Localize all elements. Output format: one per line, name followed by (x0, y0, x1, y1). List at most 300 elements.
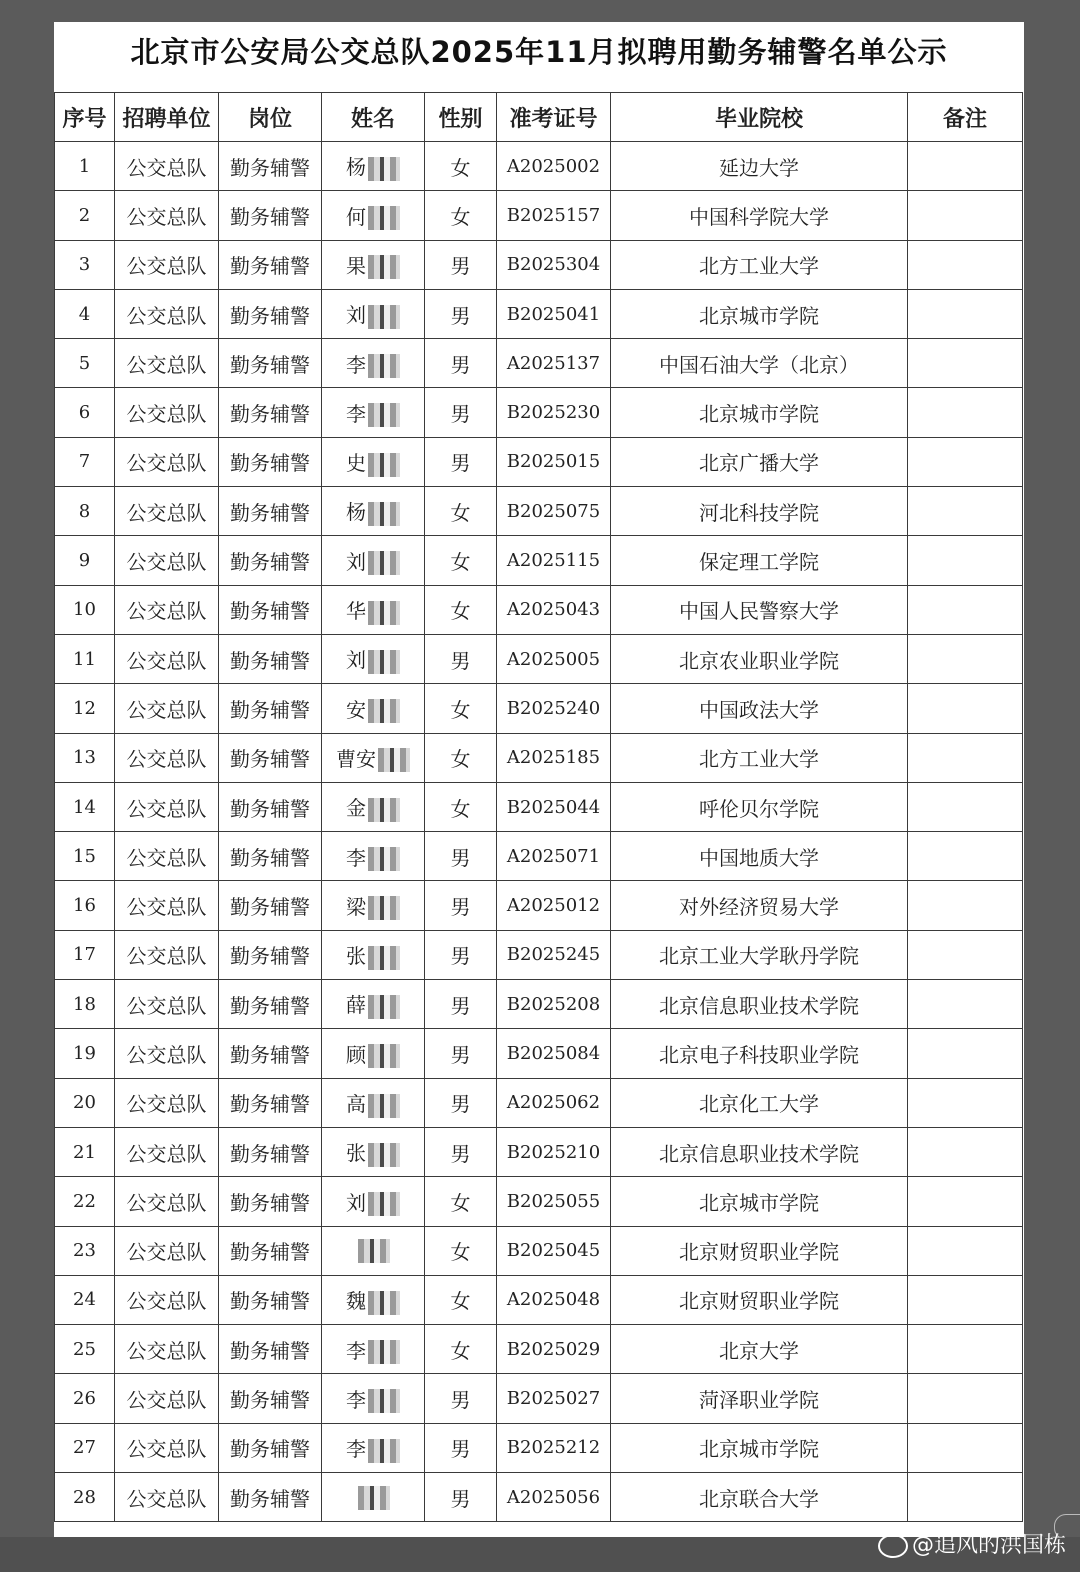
row-no (55, 437, 115, 486)
table-row (55, 1029, 1023, 1078)
row-no (55, 388, 115, 437)
row-ticket (497, 1029, 611, 1078)
table-row (55, 240, 1023, 289)
row-unit (115, 487, 219, 536)
row-ticket-text: B2025029 (506, 1338, 601, 1360)
row-post-text: 勤务辅警 (230, 944, 310, 969)
redaction-mosaic (368, 995, 400, 1019)
row-post-text: 勤务辅警 (230, 204, 310, 229)
row-post (219, 733, 322, 782)
row-gender (425, 289, 497, 338)
row-no-text: 10 (73, 599, 96, 621)
redaction-mosaic (368, 1094, 400, 1118)
row-no-text: 15 (73, 845, 96, 867)
row-post (219, 142, 322, 191)
row-unit-text: 公交总队 (126, 500, 207, 525)
row-name (322, 487, 425, 536)
row-note (908, 142, 1023, 191)
row-note (908, 881, 1023, 930)
row-no-text: 7 (78, 451, 91, 473)
row-ticket-text: A2025012 (506, 895, 601, 917)
row-name-text: 何 (346, 204, 366, 229)
row-no-text: 20 (73, 1092, 96, 1114)
row-no (55, 289, 115, 338)
row-unit-text: 公交总队 (126, 845, 207, 870)
row-unit (115, 1029, 219, 1078)
row-unit (115, 733, 219, 782)
row-school-text: 对外经济贸易大学 (679, 895, 839, 920)
row-post-text: 勤务辅警 (230, 402, 310, 427)
row-school (611, 1473, 908, 1522)
row-name-text: 李 (346, 1437, 366, 1462)
row-name-text: 李 (346, 1387, 366, 1412)
row-no (55, 1029, 115, 1078)
table-row (55, 930, 1023, 979)
row-gender-text: 男 (450, 352, 471, 377)
row-post (219, 487, 322, 536)
row-gender (425, 1325, 497, 1374)
row-ticket (497, 240, 611, 289)
row-name-text: 华 (346, 599, 366, 624)
table-row (55, 733, 1023, 782)
row-post-text: 勤务辅警 (230, 1437, 310, 1462)
row-post-text: 勤务辅警 (230, 303, 310, 328)
row-no-text: 27 (73, 1437, 96, 1459)
table-row (55, 1226, 1023, 1275)
row-school (611, 1374, 908, 1423)
row-name (322, 585, 425, 634)
row-gender (425, 1473, 497, 1522)
row-ticket (497, 536, 611, 585)
weibo-icon (878, 1534, 908, 1558)
row-gender (425, 1127, 497, 1176)
row-no-text: 18 (73, 993, 96, 1015)
row-school-text: 北京农业职业学院 (679, 648, 839, 673)
row-no-text: 21 (73, 1141, 96, 1163)
row-unit (115, 1226, 219, 1275)
row-unit-text: 公交总队 (126, 352, 207, 377)
row-ticket-text: B2025230 (506, 402, 601, 424)
row-unit (115, 634, 219, 683)
row-school (611, 1226, 908, 1275)
row-ticket-text: B2025041 (506, 303, 601, 325)
row-unit-text: 公交总队 (126, 796, 207, 821)
row-ticket (497, 339, 611, 388)
row-no-text: 13 (73, 747, 96, 769)
row-no (55, 1423, 115, 1472)
row-post-text: 勤务辅警 (230, 796, 310, 821)
row-ticket-text: B2025212 (506, 1437, 601, 1459)
row-ticket (497, 733, 611, 782)
row-school-text: 中国地质大学 (699, 845, 819, 870)
row-gender-text: 女 (450, 500, 471, 525)
row-note (908, 1177, 1023, 1226)
row-post (219, 339, 322, 388)
redaction-mosaic (358, 1239, 390, 1263)
row-no (55, 191, 115, 240)
row-unit (115, 388, 219, 437)
row-no (55, 930, 115, 979)
row-school (611, 782, 908, 831)
row-ticket-text: B2025157 (506, 204, 601, 226)
row-no-text: 8 (78, 500, 91, 522)
row-unit-text: 公交总队 (126, 1486, 207, 1511)
row-no (55, 1473, 115, 1522)
row-note (908, 1473, 1023, 1522)
row-no-text: 23 (73, 1240, 96, 1262)
row-unit (115, 1078, 219, 1127)
row-unit (115, 782, 219, 831)
row-unit-text: 公交总队 (126, 697, 207, 722)
table-row (55, 437, 1023, 486)
row-note (908, 437, 1023, 486)
row-no-text: 9 (78, 550, 91, 572)
row-name-text: 曹安 (336, 746, 376, 771)
row-no (55, 881, 115, 930)
row-note (908, 634, 1023, 683)
row-school (611, 1325, 908, 1374)
row-school-text: 北京信息职业技术学院 (659, 1141, 859, 1166)
row-gender-text: 女 (450, 1289, 471, 1314)
page-title: 北京市公安局公交总队2025年11月拟聘用勤务辅警名单公示 (130, 35, 948, 69)
table-header-row (55, 93, 1023, 142)
row-name (322, 1325, 425, 1374)
row-no (55, 980, 115, 1029)
table-row (55, 1423, 1023, 1472)
row-unit (115, 191, 219, 240)
row-post (219, 191, 322, 240)
row-ticket-text: B2025075 (506, 500, 601, 522)
row-note (908, 733, 1023, 782)
row-gender (425, 684, 497, 733)
redaction-mosaic (368, 1389, 400, 1413)
row-gender (425, 832, 497, 881)
row-school-text: 北京电子科技职业学院 (659, 1042, 859, 1067)
row-ticket-text: B2025015 (506, 451, 601, 473)
row-no (55, 782, 115, 831)
header-unit: 招聘单位 (115, 93, 219, 142)
row-unit (115, 240, 219, 289)
row-school (611, 832, 908, 881)
row-gender-text: 男 (450, 1092, 471, 1117)
header-ticket: 准考证号 (497, 93, 611, 142)
row-post (219, 1029, 322, 1078)
row-school-text: 北方工业大学 (699, 747, 819, 772)
row-name-text: 杨 (346, 155, 366, 180)
row-ticket-text: A2025005 (506, 648, 601, 670)
table-row (55, 536, 1023, 585)
row-gender (425, 536, 497, 585)
row-school-text: 北京联合大学 (699, 1486, 819, 1511)
row-name-text: 李 (346, 352, 366, 377)
table-row (55, 832, 1023, 881)
row-post-text: 勤务辅警 (230, 1289, 310, 1314)
row-school (611, 240, 908, 289)
row-gender-text: 女 (450, 697, 471, 722)
row-gender-text: 男 (450, 1486, 471, 1511)
row-post-text: 勤务辅警 (230, 352, 310, 377)
row-school (611, 1275, 908, 1324)
row-school-text: 延边大学 (719, 155, 799, 180)
row-post (219, 1078, 322, 1127)
row-school (611, 388, 908, 437)
row-ticket (497, 881, 611, 930)
row-post (219, 1127, 322, 1176)
row-unit-text: 公交总队 (126, 1240, 207, 1265)
row-school (611, 1127, 908, 1176)
row-note (908, 832, 1023, 881)
row-school (611, 585, 908, 634)
row-unit-text: 公交总队 (126, 204, 207, 229)
row-unit (115, 1275, 219, 1324)
row-note (908, 1127, 1023, 1176)
row-unit-text: 公交总队 (126, 747, 207, 772)
row-name-text: 李 (346, 845, 366, 870)
header-school: 毕业院校 (611, 93, 908, 142)
row-no-text: 2 (78, 204, 91, 226)
row-note (908, 1029, 1023, 1078)
row-post-text: 勤务辅警 (230, 254, 310, 279)
redaction-mosaic (368, 255, 400, 279)
row-name-text: 梁 (346, 894, 366, 919)
row-name-text: 刘 (346, 549, 366, 574)
row-post (219, 437, 322, 486)
row-unit-text: 公交总队 (126, 550, 207, 575)
row-gender (425, 585, 497, 634)
row-school-text: 北京财贸职业学院 (679, 1240, 839, 1265)
row-name (322, 1127, 425, 1176)
row-post-text: 勤务辅警 (230, 1486, 310, 1511)
row-ticket-text: B2025045 (506, 1240, 601, 1262)
row-post (219, 1325, 322, 1374)
table-row (55, 782, 1023, 831)
row-no (55, 1127, 115, 1176)
row-note (908, 339, 1023, 388)
row-name (322, 1226, 425, 1275)
row-name-text: 张 (346, 944, 366, 969)
row-no (55, 1275, 115, 1324)
row-no-text: 16 (73, 895, 96, 917)
row-ticket-text: B2025240 (506, 697, 601, 719)
row-unit (115, 1177, 219, 1226)
row-name (322, 1078, 425, 1127)
row-note (908, 1275, 1023, 1324)
redaction-mosaic (368, 1044, 400, 1068)
table-row (55, 1374, 1023, 1423)
row-name-text: 刘 (346, 648, 366, 673)
table-row (55, 1325, 1023, 1374)
row-gender (425, 980, 497, 1029)
row-note (908, 782, 1023, 831)
row-name-text: 薛 (346, 993, 366, 1018)
row-gender-text: 男 (450, 1042, 471, 1067)
redaction-mosaic (368, 1192, 400, 1216)
row-post-text: 勤务辅警 (230, 599, 310, 624)
row-no (55, 339, 115, 388)
row-gender-text: 男 (450, 1388, 471, 1413)
row-post-text: 勤务辅警 (230, 845, 310, 870)
header-name: 姓名 (322, 93, 425, 142)
row-unit-text: 公交总队 (126, 1289, 207, 1314)
table-row (55, 980, 1023, 1029)
row-name (322, 1473, 425, 1522)
row-no (55, 240, 115, 289)
row-school (611, 684, 908, 733)
row-school-text: 中国政法大学 (699, 697, 819, 722)
row-ticket-text: B2025304 (506, 254, 601, 276)
row-post (219, 782, 322, 831)
redaction-mosaic (368, 502, 400, 526)
row-name-text: 刘 (346, 1190, 366, 1215)
row-gender (425, 881, 497, 930)
redaction-mosaic (368, 551, 400, 575)
row-ticket-text: B2025208 (506, 993, 601, 1015)
row-post (219, 289, 322, 338)
row-gender (425, 733, 497, 782)
row-name (322, 684, 425, 733)
row-post (219, 1275, 322, 1324)
row-school (611, 142, 908, 191)
row-gender-text: 男 (450, 648, 471, 673)
row-school (611, 1423, 908, 1472)
row-post (219, 684, 322, 733)
row-ticket-text: A2025002 (506, 155, 601, 177)
row-post-text: 勤务辅警 (230, 1092, 310, 1117)
roster-table (54, 92, 1023, 1522)
row-post (219, 1374, 322, 1423)
row-school-text: 北京大学 (719, 1338, 799, 1363)
row-ticket (497, 782, 611, 831)
row-school (611, 1078, 908, 1127)
row-gender-text: 女 (450, 747, 471, 772)
row-gender (425, 1177, 497, 1226)
row-post (219, 980, 322, 1029)
row-no (55, 142, 115, 191)
table-row (55, 289, 1023, 338)
row-school-text: 保定理工学院 (699, 550, 819, 575)
row-name (322, 832, 425, 881)
row-note (908, 684, 1023, 733)
table-row (55, 1078, 1023, 1127)
row-unit (115, 339, 219, 388)
row-no-text: 11 (73, 648, 96, 670)
row-name (322, 289, 425, 338)
row-name (322, 388, 425, 437)
row-name (322, 980, 425, 1029)
row-ticket (497, 684, 611, 733)
row-unit (115, 881, 219, 930)
row-note (908, 585, 1023, 634)
row-gender-text: 女 (450, 796, 471, 821)
row-post-text: 勤务辅警 (230, 1141, 310, 1166)
row-gender (425, 1078, 497, 1127)
row-ticket (497, 1374, 611, 1423)
row-name (322, 142, 425, 191)
row-post-text: 勤务辅警 (230, 1190, 310, 1215)
row-gender (425, 437, 497, 486)
row-ticket (497, 634, 611, 683)
redaction-mosaic (368, 601, 400, 625)
row-unit (115, 142, 219, 191)
row-ticket-text: A2025071 (506, 845, 601, 867)
row-name (322, 1177, 425, 1226)
row-unit-text: 公交总队 (126, 944, 207, 969)
row-ticket (497, 1226, 611, 1275)
row-ticket (497, 1275, 611, 1324)
table-row (55, 142, 1023, 191)
row-unit (115, 1473, 219, 1522)
row-no-text: 1 (78, 155, 91, 177)
watermark-text: @追风的洪国栋 (911, 1533, 1066, 1558)
row-school (611, 536, 908, 585)
row-note (908, 536, 1023, 585)
row-name (322, 881, 425, 930)
row-unit-text: 公交总队 (126, 402, 207, 427)
row-gender (425, 1275, 497, 1324)
row-ticket-text: B2025210 (506, 1141, 601, 1163)
row-school (611, 487, 908, 536)
row-post-text: 勤务辅警 (230, 451, 310, 476)
redaction-mosaic (368, 157, 400, 181)
row-post-text: 勤务辅警 (230, 993, 310, 1018)
row-post (219, 634, 322, 683)
row-school-text: 北方工业大学 (699, 254, 819, 279)
row-name (322, 1423, 425, 1472)
table-row (55, 1127, 1023, 1176)
row-ticket-text: B2025044 (506, 796, 601, 818)
row-no (55, 1226, 115, 1275)
row-post (219, 1473, 322, 1522)
row-name (322, 240, 425, 289)
row-ticket (497, 289, 611, 338)
row-post (219, 240, 322, 289)
row-ticket-text: B2025027 (506, 1388, 601, 1410)
row-name-text: 果 (346, 253, 366, 278)
row-school-text: 北京城市学院 (699, 1437, 819, 1462)
redaction-mosaic (368, 403, 400, 427)
row-school (611, 1177, 908, 1226)
row-school-text: 中国石油大学（北京） (659, 352, 859, 377)
row-post (219, 1177, 322, 1226)
row-gender (425, 782, 497, 831)
row-ticket (497, 388, 611, 437)
row-name (322, 930, 425, 979)
redaction-mosaic (368, 354, 400, 378)
row-post-text: 勤务辅警 (230, 1240, 310, 1265)
row-gender-text: 男 (450, 1437, 471, 1462)
row-no (55, 585, 115, 634)
row-no (55, 634, 115, 683)
row-name-text: 金 (346, 796, 366, 821)
row-no-text: 26 (73, 1388, 96, 1410)
row-unit-text: 公交总队 (126, 254, 207, 279)
row-ticket-text: A2025043 (506, 599, 601, 621)
row-school (611, 289, 908, 338)
row-note (908, 980, 1023, 1029)
row-no-text: 6 (78, 402, 91, 424)
row-unit (115, 1127, 219, 1176)
row-school (611, 1029, 908, 1078)
row-unit-text: 公交总队 (126, 1388, 207, 1413)
row-ticket (497, 1177, 611, 1226)
row-gender (425, 1374, 497, 1423)
row-unit-text: 公交总队 (126, 451, 207, 476)
header-post: 岗位 (219, 93, 322, 142)
row-school-text: 北京工业大学耿丹学院 (659, 944, 859, 969)
row-gender-text: 女 (450, 204, 471, 229)
row-post (219, 585, 322, 634)
row-no-text: 3 (78, 254, 91, 276)
